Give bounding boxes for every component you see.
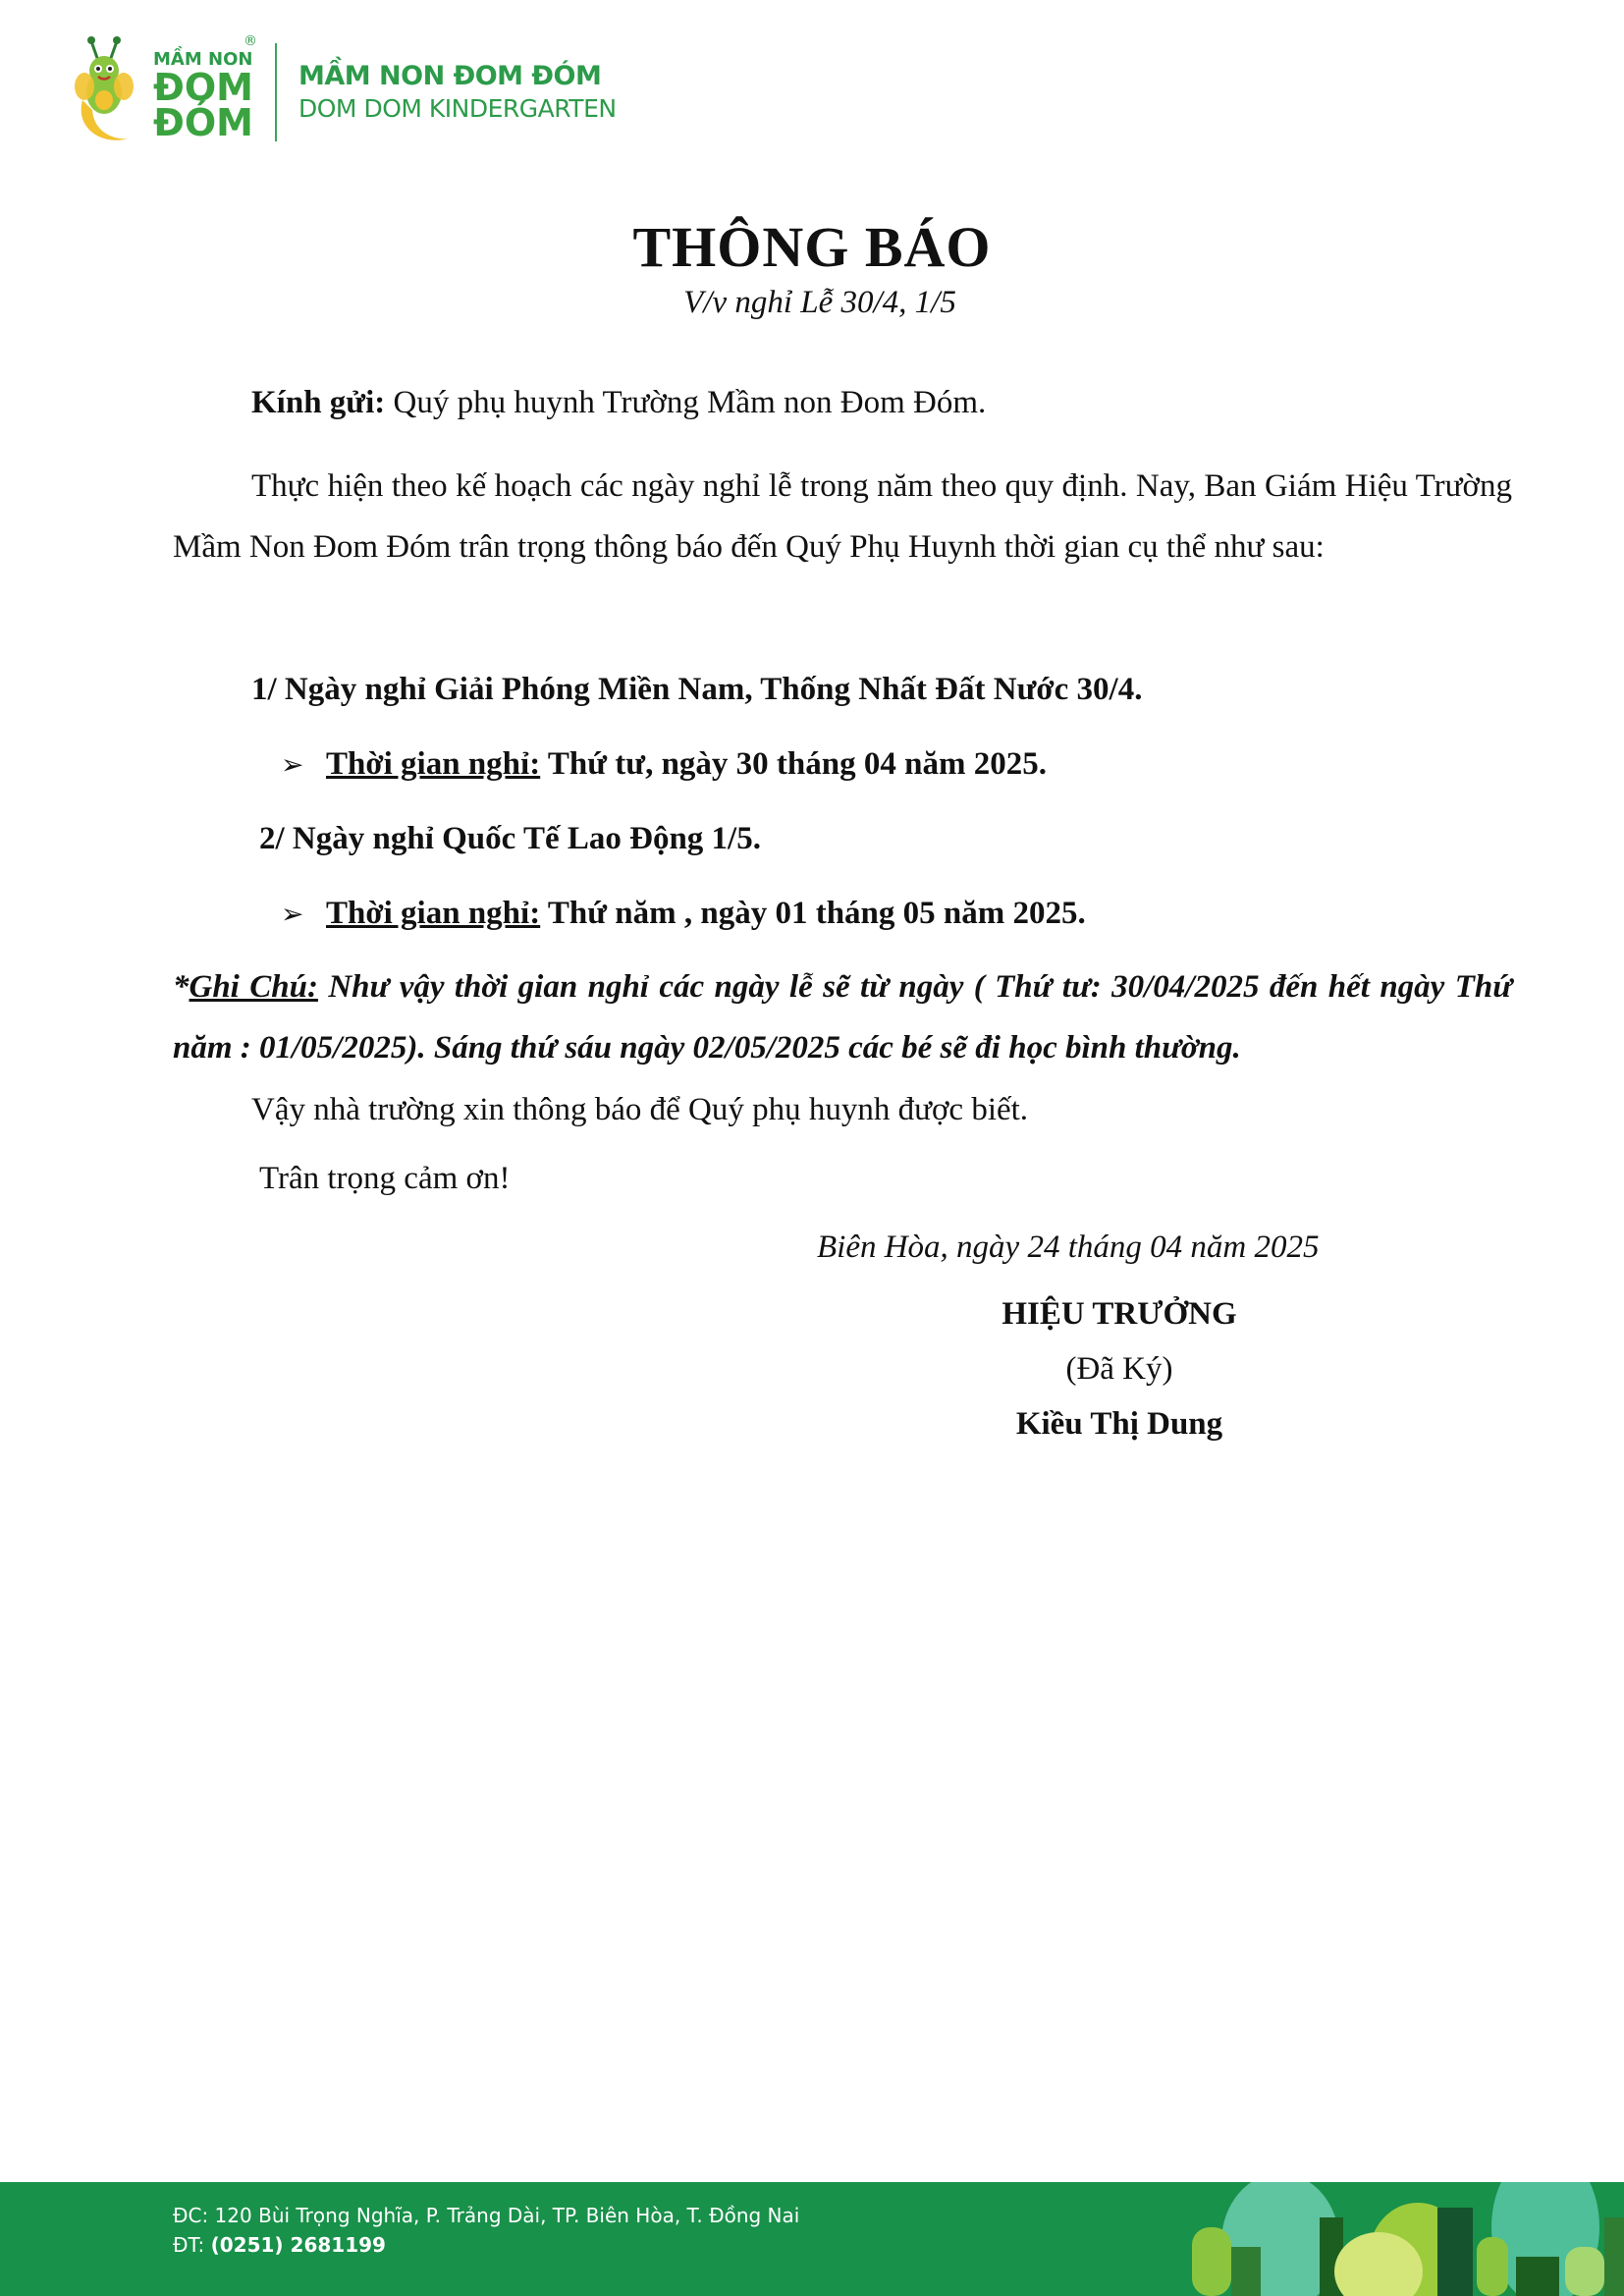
- holiday-item-2-time-label: Thời gian nghỉ:: [326, 896, 541, 931]
- holiday-item-2-heading-text: 2/ Ngày nghỉ Quốc Tế Lao Động 1/5.: [259, 821, 761, 856]
- holiday-item-2-time: [281, 896, 1086, 932]
- logo-text-bottom: ĐÓM: [153, 101, 253, 144]
- greeting-label: Kính gửi:: [251, 385, 386, 420]
- greeting: [251, 385, 986, 421]
- footer-phone: [173, 2233, 386, 2257]
- signer-title: HIỆU TRƯỞNG: [1001, 1296, 1237, 1332]
- holiday-item-2-heading: [259, 821, 761, 857]
- holiday-item-1-time-label: Thời gian nghỉ:: [326, 746, 541, 782]
- arrow-bullet-icon: ➢: [281, 898, 304, 930]
- letterhead: [65, 31, 654, 149]
- intro-paragraph: Thực hiện theo kế hoạch các ngày nghỉ lễ trong năm theo quy định. Nay, Ban Giám Hiệu Trường Mầm Non Đom Đóm trân trọng thông báo đến Quý Phụ Huynh thời gian cụ thể như sau:: [173, 468, 1512, 565]
- holiday-item-2-time-value: Thứ năm , ngày 01 tháng 05 năm 2025.: [540, 896, 1086, 931]
- registered-mark-icon: ®: [244, 33, 257, 49]
- holiday-item-1-heading: [251, 672, 1142, 708]
- footer-address-text: 120 Bùi Trọng Nghĩa, P. Trảng Dài, TP. Biên Hòa, T. Đồng Nai: [208, 2204, 800, 2227]
- document-subtitle: V/v nghỉ Lễ 30/4, 1/5: [683, 285, 956, 320]
- signer-name: Kiều Thị Dung: [1015, 1406, 1223, 1442]
- logo-text-mid: ĐOM: [153, 66, 253, 109]
- holiday-item-1-time-value: Thứ tư, ngày 30 tháng 04 năm 2025.: [540, 746, 1047, 782]
- header-divider: [275, 43, 277, 141]
- greeting-text: Quý phụ huynh Trường Mầm non Đom Đóm.: [385, 385, 987, 420]
- footer-phone-label: ĐT:: [173, 2233, 211, 2257]
- holiday-item-1-time: [281, 746, 1047, 783]
- closing-line-2: Trân trọng cảm ơn!: [259, 1161, 511, 1196]
- place-date: Biên Hòa, ngày 24 tháng 04 năm 2025: [817, 1230, 1320, 1265]
- school-logo: [65, 31, 261, 147]
- arrow-bullet-icon: ➢: [281, 748, 304, 781]
- footer-bar: [0, 2182, 1624, 2296]
- note-text: Như vậy thời gian nghỉ các ngày lễ sẽ từ ngày ( Thứ tư: 30/04/2025 đến hết ngày Thứ năm : 01/05/2025). Sáng thứ sáu ngày 02/05/2025 các bé sẽ đi học bình thường.: [173, 969, 1512, 1066]
- footer-address-label: ĐC:: [173, 2204, 209, 2227]
- school-name-english: DOM DOM KINDERGARTEN: [298, 94, 617, 123]
- note-star: *: [173, 969, 189, 1005]
- signature-status: (Đã Ký): [1065, 1351, 1173, 1387]
- school-name-vietnamese: MẦM NON ĐOM ĐÓM: [298, 61, 602, 91]
- closing-line-1: Vậy nhà trường xin thông báo để Quý phụ huynh được biết.: [251, 1092, 1029, 1127]
- footer-address: [173, 2204, 799, 2227]
- footer-phone-number: (0251) 2681199: [210, 2233, 386, 2257]
- note-paragraph: [173, 957, 1512, 1078]
- note-label: Ghi Chú:: [189, 969, 318, 1005]
- holiday-item-1-heading-text: 1/ Ngày nghỉ Giải Phóng Miền Nam, Thống Nhất Đất Nước 30/4.: [251, 672, 1143, 707]
- city-skyline-illustration: [1172, 2182, 1624, 2296]
- document-title: THÔNG BÁO: [632, 215, 992, 279]
- logo-text-top: MẦM NON: [153, 49, 253, 70]
